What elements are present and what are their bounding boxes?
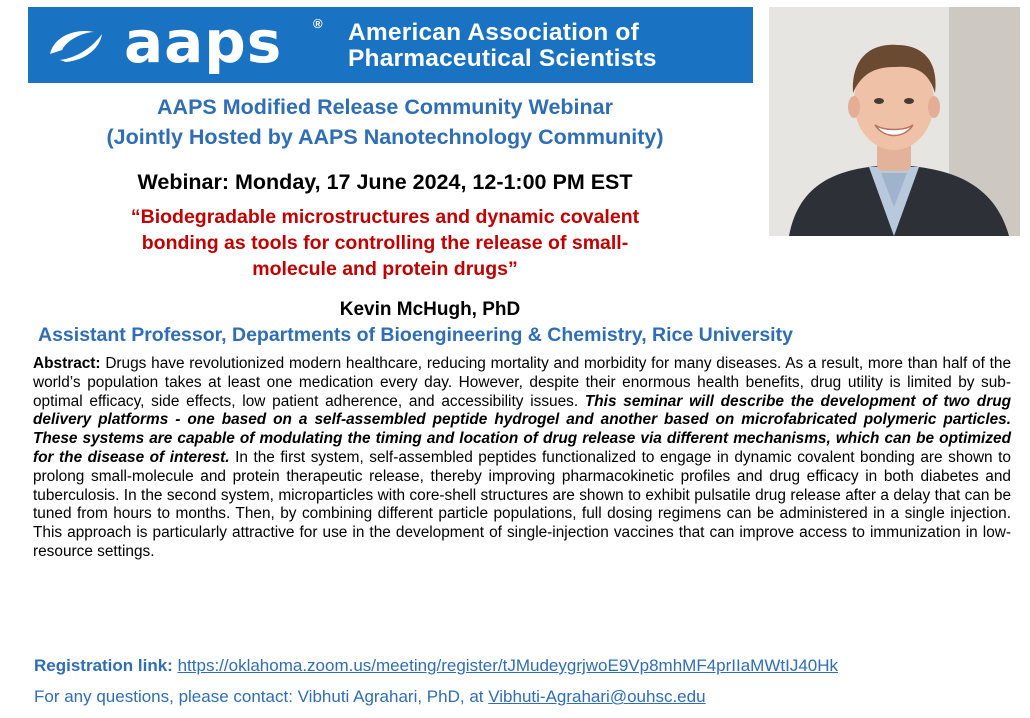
contact-email-link[interactable]: Vibhuti-Agrahari@ouhsc.edu — [488, 687, 706, 706]
contact-line — [34, 686, 706, 708]
talk-title-line1: “Biodegradable microstructures and dynamic covalent — [130, 206, 640, 228]
series-title-line2: (Jointly Hosted by AAPS Nanotechnology Community) — [106, 125, 664, 149]
registered-mark: ® — [313, 16, 323, 31]
aaps-logo-wordmark: aaps — [124, 8, 283, 76]
series-title-line1: AAPS Modified Release Community Webinar — [157, 95, 613, 119]
organization-name-line2: Pharmaceutical Scientists — [348, 45, 657, 72]
abstract-text-part1: Drugs have revolutionized modern healthcare, reducing mortality and morbidity for many diseases. As a result, more than half of the world’s population takes at least one medication every day. However, despite their enormous health benefits, drug utility is limited by sub-optimal efficacy, side effects, low patient adherence, and accessibility issues. — [33, 355, 1011, 410]
organization-name-line1: American Association of — [348, 19, 639, 46]
speaker-name: Kevin McHugh, PhD — [339, 299, 521, 320]
abstract-text-part2: In the first system, self-assembled peptides functionalized to engage in dynamic covalent bonding are shown to prolong small-molecule and protein therapeutic release, thereby improving pharmacokinetic profiles and drug efficacy in both diabetes and tuberculosis. In the second system, microparticles with core-shell structures are shown to exhibit pulsatile drug release after a delay that can be tuned from hours to months. Then, by combining different particle populations, full dosing regimens can be administered in a single injection. This approach is particularly attractive for use in the development of single-injection vaccines that can improve access to immunization in low-resource settings. — [33, 448, 1011, 560]
abstract-label: Abstract: — [33, 355, 101, 372]
talk-title — [30, 204, 740, 282]
abstract — [33, 355, 1011, 562]
talk-title-line3: molecule and protein drugs” — [252, 258, 518, 280]
registration-line — [34, 655, 838, 677]
speaker-portrait-illustration — [769, 7, 1020, 236]
webinar-date: Webinar: Monday, 17 June 2024, 12-1:00 PM EST — [137, 170, 633, 194]
talk-title-line2: bonding as tools for controlling the release of small- — [141, 232, 629, 254]
contact-text: For any questions, please contact: Vibhuti Agrahari, PhD, at — [34, 687, 489, 706]
registration-label: Registration link: — [34, 656, 173, 675]
aaps-banner — [28, 7, 753, 83]
webinar-series-title — [30, 92, 740, 152]
organization-name — [348, 20, 657, 72]
speaker-photo — [769, 7, 1020, 236]
registration-link[interactable]: https://oklahoma.zoom.us/meeting/register/tJMudeygrjwoE9Vp8mhMF4prIIaMWtIJ40Hk — [177, 656, 839, 675]
speaker-affiliation: Assistant Professor, Departments of Bioengineering & Chemistry, Rice University — [38, 324, 793, 346]
aaps-swoosh-logo-icon — [46, 24, 106, 66]
abstract-emphasis: This seminar will describe the development of two drug delivery platforms - one based on a self-assembled peptide hydrogel and another based on microfabricated polymeric particles. These systems are capable of modulating the timing and location of drug release via different mechanisms, which can be optimized for the disease of interest. — [33, 392, 1011, 466]
